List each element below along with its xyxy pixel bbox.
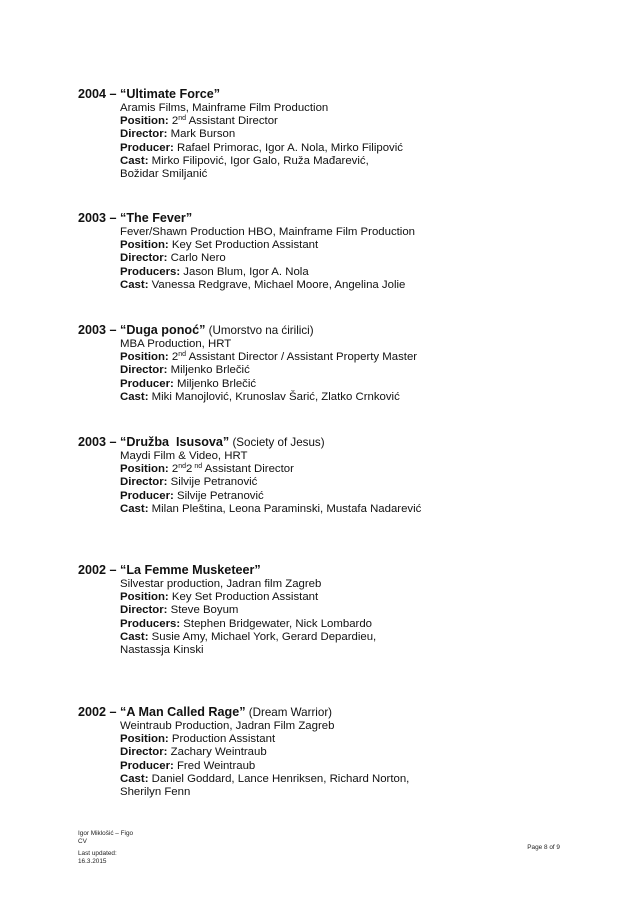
entry-director: Director: Miljenko Brlečić bbox=[120, 364, 250, 377]
entry-producer: Producers: Jason Blum, Igor A. Nola bbox=[120, 265, 309, 278]
entry-subtitle: (Umorstvo na ćirilici) bbox=[205, 324, 314, 337]
entry-company: Fever/Shawn Production HBO, Mainframe Film Production bbox=[120, 226, 416, 238]
entry-position: Position: 2nd Assistant Director / Assistant Property Master bbox=[120, 351, 418, 364]
entry-subtitle: (Dream Warrior) bbox=[245, 706, 333, 719]
entry-producer: Producers: Stephen Bridgewater, Nick Lombardo bbox=[120, 617, 372, 630]
entry-cast-continued: Sherilyn Fenn bbox=[120, 786, 191, 799]
entry-heading bbox=[78, 705, 558, 720]
entry-cast: Cast: Milan Pleština, Leona Paraminski, Mustafa Nadarević bbox=[120, 502, 422, 515]
entry-heading bbox=[78, 87, 558, 102]
entry-heading bbox=[78, 211, 558, 226]
entry-position: Position: Key Set Production Assistant bbox=[120, 591, 319, 604]
entry-heading bbox=[78, 563, 558, 578]
entry-year: 2003 – bbox=[78, 323, 117, 337]
footer-updated bbox=[78, 850, 117, 866]
entry-director: Director: Silvije Petranović bbox=[120, 476, 258, 489]
entry-title: “A Man Called Rage” bbox=[120, 705, 246, 719]
entry-subtitle: (Society of Jesus) bbox=[229, 436, 325, 449]
entry-position: Position: 2nd Assistant Director bbox=[120, 115, 278, 128]
entry-company: Weintraub Production, Jadran Film Zagreb bbox=[120, 720, 335, 732]
entry-title: “Ultimate Force” bbox=[120, 87, 221, 101]
entry-heading bbox=[78, 435, 558, 450]
entry-cast: Cast: Mirko Filipović, Igor Galo, Ruža Mađarević, bbox=[120, 154, 369, 167]
entry-producer: Producer: Fred Weintraub bbox=[120, 759, 256, 772]
cv-entry bbox=[78, 705, 558, 799]
entry-cast-continued: Božidar Smiljanić bbox=[120, 168, 208, 181]
entry-heading bbox=[78, 323, 558, 338]
entry-director: Director: Carlo Nero bbox=[120, 252, 226, 265]
entry-title: “Duga ponoć” bbox=[120, 323, 206, 337]
entry-year: 2004 – bbox=[78, 87, 117, 101]
entry-title: “The Fever” bbox=[120, 211, 193, 225]
entry-title: “La Femme Musketeer” bbox=[120, 563, 261, 577]
footer-updated-label: Last updated: bbox=[78, 850, 117, 857]
entry-company: Maydi Film & Video, HRT bbox=[120, 450, 248, 462]
entry-year: 2002 – bbox=[78, 563, 117, 577]
entry-producer: Producer: Rafael Primorac, Igor A. Nola, Mirko Filipović bbox=[120, 141, 403, 154]
entry-position: Position: 2nd2 $^{nd}$ Assistant Director bbox=[120, 463, 294, 476]
entry-producer: Producer: Miljenko Brlečić bbox=[120, 377, 257, 390]
entry-position: Position: Production Assistant bbox=[120, 733, 276, 746]
cv-entry bbox=[78, 563, 558, 657]
entry-director: Director: Zachary Weintraub bbox=[120, 746, 267, 759]
entry-cast: Cast: Vanessa Redgrave, Michael Moore, Angelina Jolie bbox=[120, 278, 406, 291]
footer-updated-date: 16.3.2015 bbox=[78, 858, 107, 865]
entry-year: 2002 – bbox=[78, 705, 117, 719]
entry-cast-continued: Nastassja Kinski bbox=[120, 644, 204, 657]
entry-year: 2003 – bbox=[78, 211, 117, 225]
entry-director: Director: Mark Burson bbox=[120, 128, 236, 141]
footer-doc: CV bbox=[78, 838, 87, 845]
cv-entry bbox=[78, 211, 558, 292]
cv-entry bbox=[78, 435, 558, 516]
entry-position: Position: Key Set Production Assistant bbox=[120, 239, 319, 252]
entry-director: Director: Steve Boyum bbox=[120, 604, 239, 617]
entry-cast: Cast: Susie Amy, Michael York, Gerard Depardieu, bbox=[120, 630, 377, 643]
footer-author: Igor Miklošić – Figo bbox=[78, 830, 134, 837]
entry-producer: Producer: Silvije Petranović bbox=[120, 489, 264, 502]
entry-cast: Cast: Miki Manojlović, Krunoslav Šarić, Zlatko Crnković bbox=[120, 390, 400, 403]
cv-entry bbox=[78, 87, 558, 181]
page-number: Page 8 of 9 bbox=[527, 844, 560, 851]
entry-company: MBA Production, HRT bbox=[120, 338, 232, 350]
entry-cast: Cast: Daniel Goddard, Lance Henriksen, Richard Norton, bbox=[120, 772, 410, 785]
entry-company: Aramis Films, Mainframe Film Production bbox=[120, 102, 329, 114]
entry-year: 2003 – bbox=[78, 435, 117, 449]
entry-company: Silvestar production, Jadran film Zagreb bbox=[120, 578, 322, 590]
footer-left bbox=[78, 830, 133, 846]
cv-entry bbox=[78, 323, 558, 404]
entry-title: “Družba Isusova” bbox=[120, 435, 230, 449]
